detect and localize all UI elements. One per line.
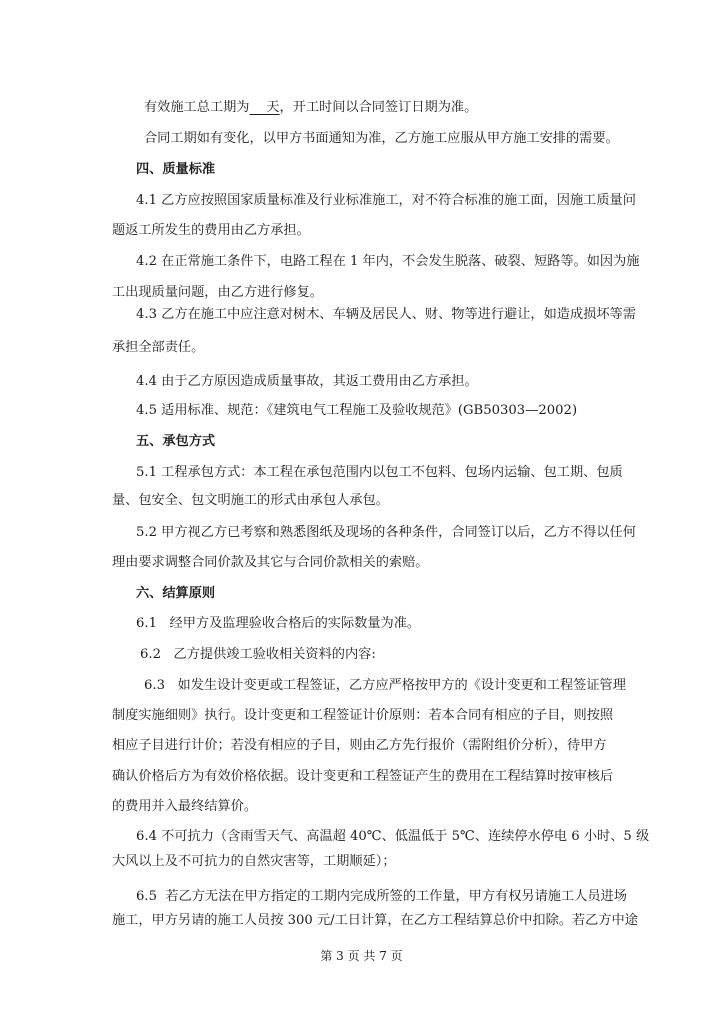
- paragraph-line: 6.5 若乙方无法在甲方指定的工期内完成所签的工作量，甲方有权另请施工人员进场: [136, 889, 627, 904]
- paragraph-line: 制度实施细则》执行。设计变更和工程签证计价原则：若本合同有相应的子目，则按照: [112, 708, 614, 723]
- paragraph-line: 大风以上及不可抗力的自然灾害等，工期顺延）；: [112, 854, 396, 869]
- paragraph-line: 确认价格后方为有效价格依据。设计变更和工程签证产生的费用在工程结算时按审核后: [112, 769, 614, 784]
- paragraph-line: 4.1 乙方应按照国家质量标准及行业标准施工，对不符合标准的施工面，因施工质量问: [136, 193, 636, 208]
- paragraph-line: 5.1 工程承包方式：本工程在承包范围内以包工不包料、包场内运输、包工期、包质: [136, 465, 623, 480]
- section-heading: 六、结算原则: [136, 586, 216, 601]
- line-1: [144, 99, 477, 117]
- paragraph-line: 工出现质量问题，由乙方进行修复。: [112, 285, 323, 300]
- paragraph-line: 4.5 适用标准、规范：《建筑电气工程施工及验收规范》(GB50303—2002): [136, 403, 578, 418]
- paragraph-line: 理由要求调整合同价款及其它与合同价款相关的索赔。: [112, 555, 429, 570]
- paragraph-line: 4.3 乙方在施工中应注意对树木、车辆及居民人、财、物等进行避让，如造成损坏等需: [136, 307, 636, 322]
- paragraph-line: 承担全部责任。: [112, 340, 205, 355]
- section-heading: 五、承包方式: [136, 434, 216, 449]
- blank-field: 天: [249, 100, 280, 115]
- paragraph-line: 4.4 由于乙方原因造成质量事故，其返工费用由乙方承担。: [136, 374, 478, 389]
- paragraph-line: 4.2 在正常施工条件下，电路工程在 1 年内，不会发生脱落、破裂、短路等。如因为施: [136, 254, 640, 269]
- paragraph-line: 相应子目进行计价；若没有相应的子目，则由乙方先行报价（需附组价分析），待甲方: [112, 738, 607, 753]
- text-segment: 有效施工总工期为: [144, 100, 250, 115]
- paragraph-line: 6.3 如发生设计变更或工程签证，乙方应严格按甲方的《设计变更和工程签证管理: [144, 678, 626, 693]
- text-segment: ，开工时间以合同签订日期为准。: [279, 100, 478, 115]
- paragraph-line: 题返工所发生的费用由乙方承担。: [112, 223, 310, 238]
- section-heading: 四、质量标准: [136, 162, 216, 177]
- paragraph-line: 6.2 乙方提供竣工验收相关资料的内容:: [140, 647, 376, 662]
- paragraph-line: 6.1 经甲方及监理验收合格后的实际数量为准。: [136, 616, 421, 631]
- page-number-footer: 第 3 页 共 7 页: [320, 949, 403, 963]
- paragraph-line: 6.4 不可抗力（含雨雪天气、高温超 40℃、低温低于 5℃、连续停水停电 6 小时、5 级: [136, 829, 650, 844]
- paragraph-line: 合同工期如有变化，以甲方书面通知为准，乙方施工应服从甲方施工安排的需要。: [144, 131, 619, 146]
- paragraph-line: 的费用并入最终结算价。: [112, 799, 258, 814]
- paragraph-line: 量、包安全、包文明施工的形式由承包人承包。: [112, 493, 389, 508]
- paragraph-line: 5.2 甲方视乙方已考察和熟悉图纸及现场的各种条件，合同签订以后，乙方不得以任何: [136, 525, 636, 540]
- paragraph-line: 施工，甲方另请的施工人员按 300 元/工日计算，在乙方工程结算总价中扣除。若乙方中途: [112, 913, 638, 928]
